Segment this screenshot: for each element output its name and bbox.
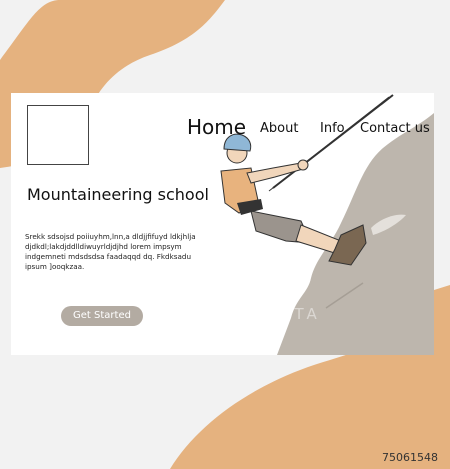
- nav-contact-link[interactable]: Contact us: [360, 121, 430, 136]
- watermark-text: PIXTA: [259, 305, 321, 323]
- climber-arm: [247, 163, 303, 183]
- nav-about-link[interactable]: About: [260, 121, 299, 136]
- nav-home-link[interactable]: Home: [187, 115, 247, 139]
- get-started-button[interactable]: Get Started: [61, 306, 143, 326]
- landing-card: [11, 93, 434, 355]
- climber-hand: [298, 160, 308, 170]
- image-id-label: 75061548: [382, 451, 438, 464]
- top-navigation: [11, 113, 434, 143]
- hero-description: Srekk sdsojsd poiiuyhm,lnn,a dldjjfifuyd ldkjhlja djdkdl;lakdjddlldiwuyrldjdjhd lorem impsym indgemneti mdsdsdsa faadaqqd dq. Fkdksadu ipsum ]ooqkzaa.: [25, 232, 196, 271]
- hero-title: Mountaineering school: [27, 185, 209, 204]
- nav-info-link[interactable]: Info: [320, 121, 345, 136]
